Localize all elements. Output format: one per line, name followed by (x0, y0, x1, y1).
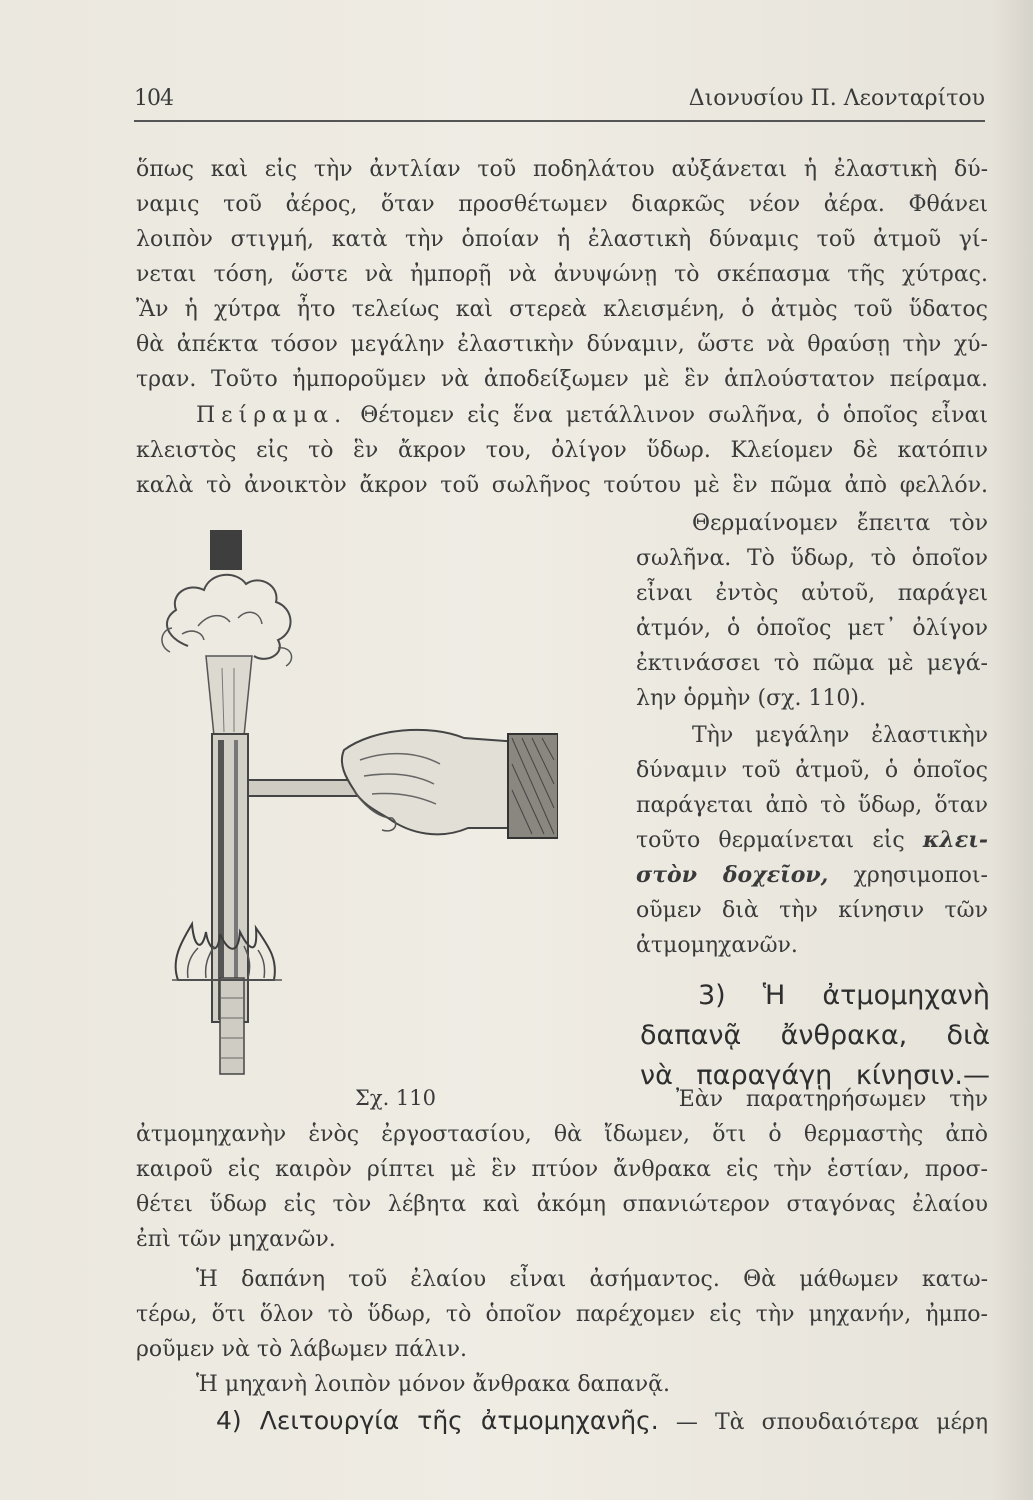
paragraph-intro (136, 152, 988, 397)
text-fragment: — Τὰ σπουδαιότερα μέρη (675, 1410, 989, 1435)
text-line (216, 1406, 988, 1435)
emphasis-closed-vessel: στὸν δοχεῖον, (636, 862, 829, 888)
steam-cloud (167, 575, 291, 659)
text-line: ναμις τοῦ ἀέρος, ὅταν προσθέτωμεν διαρκῶς νέον ἀέρα. Φθάνει (136, 192, 988, 217)
text-line: Θερμαίνομεν ἔπειτα τὸν (692, 511, 988, 536)
emphasis-closed-vessel: κλει- (922, 827, 988, 853)
figure-caption: Σχ. 110 (355, 1086, 437, 1110)
column-paragraph-heat (636, 506, 988, 716)
text-line: ἐκτινάσσει τὸ πῶμα μὲ μεγά- (636, 651, 988, 676)
text-line: ἀτμομηχανῶν. (636, 933, 798, 958)
text-line: καλὰ τὸ ἀνοικτὸν ἄκρον τοῦ σωλῆνος τούτου μὲ ἓν πῶμα ἀπὸ φελλόν. (136, 473, 988, 498)
text-line: τέρω, ὅτι ὅλον τὸ ὕδωρ, τὸ ὁποῖον παρέχομεν εἰς τὴν μηχανήν, ἠμπο- (136, 1302, 988, 1327)
text-fragment: τοῦτο θερμαίνεται εἰς (636, 828, 905, 853)
page-number: 104 (134, 86, 173, 111)
heading-line: δαπανᾷ ἄνθρακα, διὰ (640, 1020, 990, 1051)
text-line: λην ὁρμὴν (σχ. 110). (636, 686, 867, 711)
text-line: ἀτμομηχανὴν ἑνὸς ἐργοστασίου, θὰ ἴδωμεν, ὅτι ὁ θερμαστὴς ἀπὸ (136, 1122, 988, 1147)
paragraph-observation (136, 1117, 988, 1257)
text-line: ὅπως καὶ εἰς τὴν ἀντλίαν τοῦ ποδηλάτου αὐξάνεται ἡ ἐλαστικὴ δύ- (136, 157, 988, 182)
holder-bar (248, 780, 360, 796)
text-line: κλειστὸς εἰς τὸ ἓν ἄκρον του, ὀλίγον ὕδωρ. Κλείομεν δὲ κατόπιν (136, 438, 988, 463)
text-line: Ἡ μηχανὴ λοιπὸν μόνον ἄνθρακα δαπανᾷ. (196, 1372, 670, 1397)
text-line: σωλῆνα. Τὸ ὕδωρ, τὸ ὁποῖον (636, 546, 988, 571)
paragraph-coal-only (136, 1367, 988, 1402)
steam-tube-illustration (148, 528, 558, 1088)
text-line: θέτει ὕδωρ εἰς τὸν λέβητα καὶ ἀκόμη σπανιώτερον σταγόνας ἐλαίου (136, 1192, 988, 1217)
text-line: Ἐὰν παρατηρήσωμεν τὴν (676, 1087, 988, 1112)
cork (210, 530, 242, 570)
text-line (636, 858, 988, 893)
text-line: παράγεται ἀπὸ τὸ ὕδωρ, ὅταν (636, 793, 988, 818)
experiment-label: Πείραμα. (196, 403, 348, 428)
text-fragment: Θέτομεν εἰς ἕνα μετάλλινον σωλῆνα, ὁ ὁποῖος εἶναι (360, 403, 988, 428)
text-line: νεται τόση, ὥστε νὰ ἠμπορῇ νὰ ἀνυψώνῃ τὸ σκέπασμα τῆς χύτρας. (136, 262, 988, 287)
text-line: Ἡ δαπάνη τοῦ ἐλαίου εἶναι ἀσήμαντος. Θὰ μάθωμεν κατω- (196, 1267, 988, 1292)
text-line: θὰ ἀπέκτα τόσον μεγάλην ἐλαστικὴν δύναμιν, ὥστε νὰ θραύσῃ τὴν χύ- (136, 332, 988, 357)
text-fragment: χρησιμοποι- (853, 863, 988, 888)
text-line (636, 823, 988, 858)
text-line: ἐπὶ τῶν μηχανῶν. (136, 1227, 336, 1252)
text-line: οῦμεν διὰ τὴν κίνησιν τῶν (636, 898, 988, 923)
text-line: δύναμιν τοῦ ἀτμοῦ, ὁ ὁποῖος (636, 758, 988, 783)
paragraph-oil-cost (136, 1262, 988, 1367)
section-3-heading (640, 976, 990, 1096)
text-line: Ἂν ἡ χύτρα ἦτο τελείως καὶ στερεὰ κλεισμένη, ὁ ἀτμὸς τοῦ ὕδατος (136, 297, 988, 322)
heading-line: νὰ παραγάγῃ κίνησιν.— (640, 1060, 990, 1091)
header-rule (134, 120, 985, 122)
text-line: καιροῦ εἰς καιρὸν ρίπτει μὲ ἓν πτύον ἄνθρακα εἰς τὴν ἑστίαν, προσ- (136, 1157, 988, 1182)
text-line: τραν. Τοῦτο ἠμποροῦμεν νὰ ἀποδείξωμεν μὲ ἓν ἁπλούστατον πείραμα. (136, 367, 988, 392)
text-line: ροῦμεν νὰ τὸ λάβωμεν πάλιν. (136, 1337, 468, 1362)
steam-jet (206, 656, 252, 736)
paragraph-experiment (136, 398, 988, 503)
text-line: εἶναι ἐντὸς αὐτοῦ, παράγει (636, 581, 988, 606)
figure-110-illustration (148, 528, 558, 1088)
section-4-title: 4) Λειτουργία τῆς ἀτμομηχανῆς. (216, 1406, 659, 1435)
text-line: Τὴν μεγάλην ἐλαστικὴν (692, 723, 988, 748)
text-line: λοιπὸν στιγμή, κατὰ τὴν ὁποίαν ἡ ἐλαστικὴ δύναμις τοῦ ἀτμοῦ γί- (136, 227, 988, 252)
heading-line: 3) Ἡ ἀτμομηχανὴ (698, 980, 990, 1011)
running-head: Διονυσίου Π. Λεονταρίτου (688, 86, 985, 111)
text-line: ἀτμόν, ὁ ὁποῖος μετ᾽ ὀλίγον (636, 616, 988, 641)
section-4-heading (216, 1406, 988, 1435)
text-line (136, 398, 988, 433)
paragraph-observation-first-line (636, 1082, 988, 1117)
column-paragraph-elastic (636, 718, 988, 963)
